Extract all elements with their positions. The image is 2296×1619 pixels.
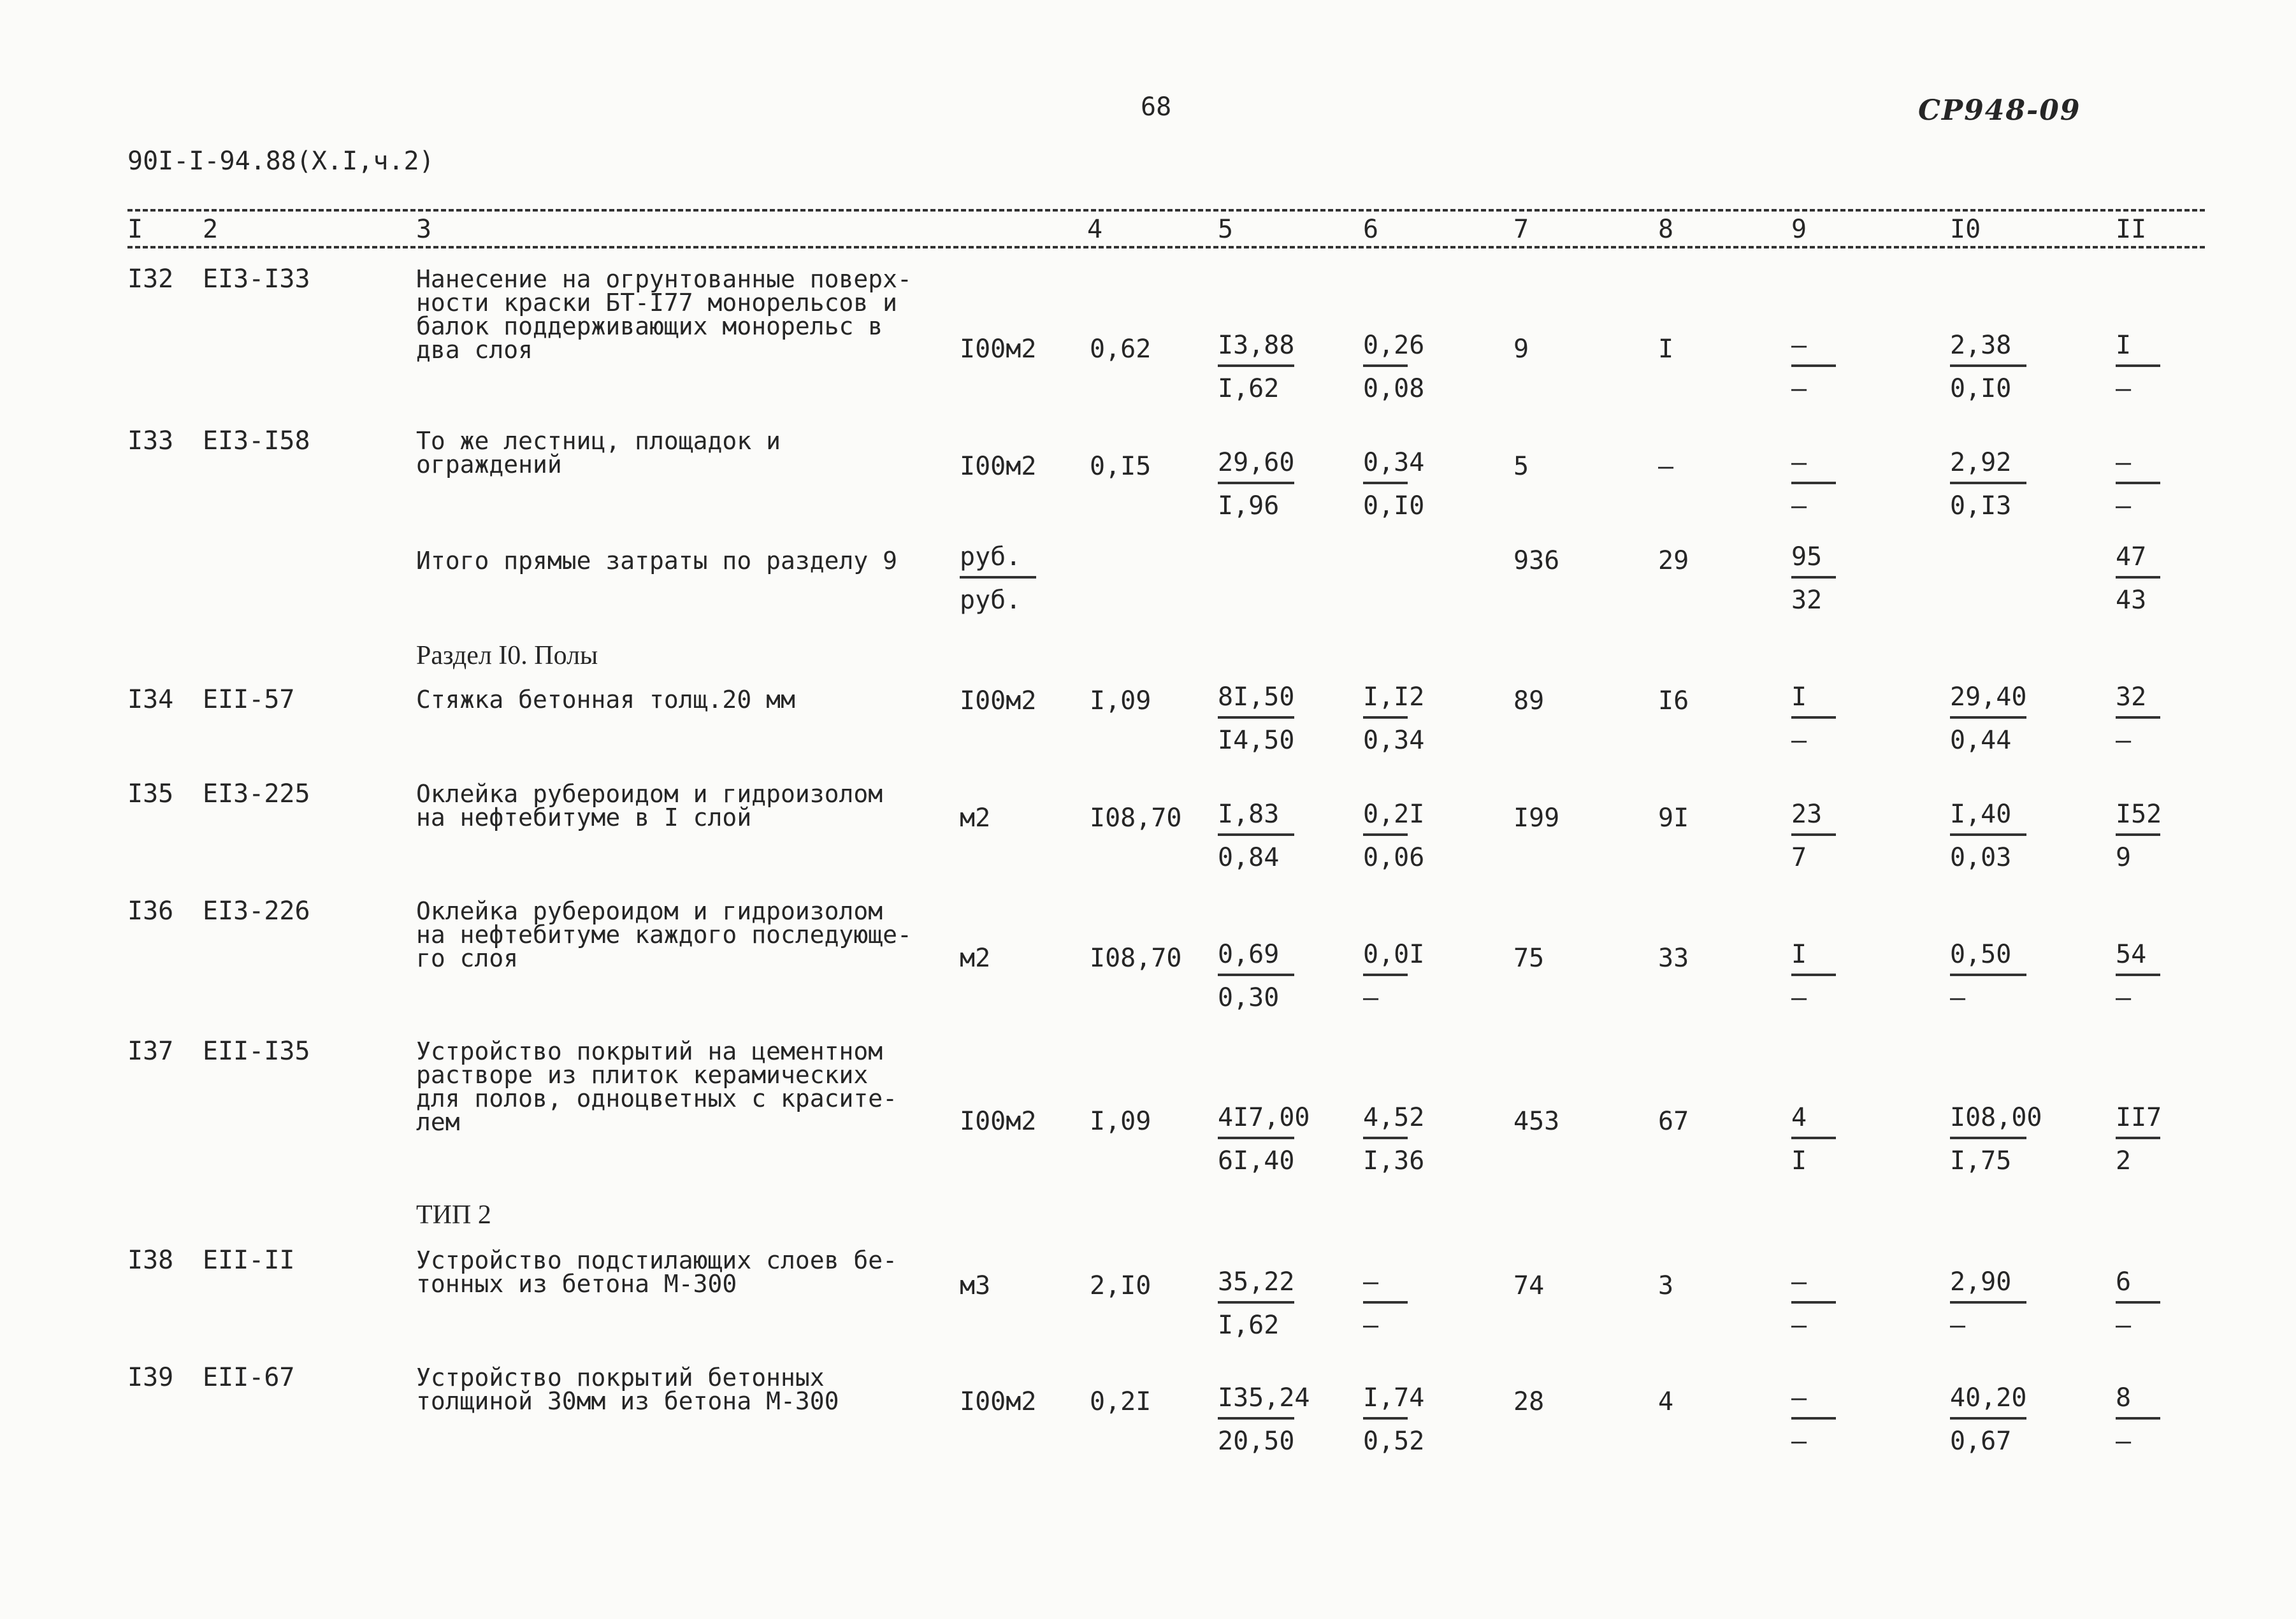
col7-value: 89: [1513, 686, 1545, 716]
denominator: –: [1791, 1311, 1807, 1340]
denominator: I,62: [1218, 374, 1280, 403]
denominator: –: [2116, 1311, 2132, 1340]
col11-fraction: [2116, 1102, 2243, 1176]
denominator: 0,I0: [1363, 491, 1425, 521]
denominator: –: [2116, 491, 2132, 521]
numerator: –: [1791, 1267, 1807, 1297]
denominator: –: [2116, 726, 2132, 755]
work-description: Стяжка бетонная толщ.20 мм: [416, 686, 795, 714]
fraction-bar: [1791, 1301, 1836, 1304]
denominator: I,75: [1950, 1146, 2012, 1176]
numerator: 6: [2116, 1267, 2132, 1297]
row-number: I32: [127, 264, 174, 294]
denominator: 0,44: [1950, 726, 2012, 755]
quantity: 0,62: [1090, 335, 1152, 364]
norm-code: EI3-226: [203, 896, 310, 926]
denominator: –: [1950, 983, 1966, 1012]
col8-value: 67: [1658, 1107, 1689, 1136]
section-heading: ТИП 2: [416, 1200, 491, 1230]
denominator: 0,30: [1218, 983, 1280, 1012]
numerator: 2,90: [1950, 1267, 2012, 1297]
quantity: I,09: [1090, 1107, 1152, 1136]
numerator: 23: [1791, 800, 1823, 829]
col8-value: 9I: [1658, 803, 1689, 833]
col8-value: 33: [1658, 944, 1689, 973]
col6-fraction: [1363, 939, 1491, 1013]
numerator: I,83: [1218, 800, 1280, 829]
fraction-bar: [1218, 1137, 1294, 1139]
denominator: –: [1791, 491, 1807, 521]
col8-value: I6: [1658, 686, 1689, 716]
col10-fraction: [1950, 447, 2077, 521]
quantity: 0,I5: [1090, 452, 1152, 481]
col5-fraction: [1218, 330, 1345, 404]
row-number: I34: [127, 685, 174, 714]
col-header-6: 6: [1363, 215, 1379, 244]
denominator: I,62: [1218, 1311, 1280, 1340]
col11-fraction: [2116, 939, 2243, 1013]
col5-fraction: [1218, 447, 1345, 521]
unit: I00м2: [960, 1107, 1037, 1136]
quantity: I,09: [1090, 686, 1152, 716]
numerator: 4,52: [1363, 1103, 1425, 1132]
denominator: –: [2116, 374, 2132, 403]
row-number: I37: [127, 1037, 174, 1066]
numerator: I52: [2116, 800, 2162, 829]
numerator: –: [1791, 1383, 1807, 1413]
denominator: I,96: [1218, 491, 1280, 521]
col9-fraction: [1791, 799, 1919, 873]
numerator: –: [1363, 1267, 1379, 1297]
quantity: 0,2I: [1090, 1387, 1152, 1416]
norm-code: EII-II: [203, 1246, 295, 1275]
fraction-bar: [1218, 1301, 1294, 1304]
col11-fraction: [2116, 682, 2243, 756]
col6-fraction: [1363, 1102, 1491, 1176]
norm-code: EII-67: [203, 1363, 295, 1392]
work-description: Нанесение на огрунтованные поверх- ности краски БТ-I77 монорельсов и балок поддерживающих монорельс в два слоя: [416, 265, 912, 364]
numerator: 0,34: [1363, 448, 1425, 477]
fraction-bar: [2116, 833, 2160, 836]
fraction-bar: [1218, 833, 1294, 836]
numerator: –: [2116, 448, 2132, 477]
col5-fraction: [1218, 939, 1345, 1013]
numerator: 40,20: [1950, 1383, 2027, 1413]
norm-code: EII-I35: [203, 1037, 310, 1066]
numerator: I,74: [1363, 1383, 1425, 1413]
work-description: Устройство покрытий на цементном растворе из плиток керамических для полов, одноцветных с красите- лем: [416, 1037, 897, 1136]
col11-fraction: [2116, 330, 2243, 404]
fraction-bar: [2116, 576, 2160, 579]
numerator: 47: [2116, 542, 2147, 572]
fraction-bar: [2116, 716, 2160, 719]
fraction-bar: [2116, 974, 2160, 976]
col10-fraction: [1950, 939, 2077, 1013]
unit: I00м2: [960, 1387, 1037, 1416]
numerator: 32: [2116, 682, 2147, 712]
row-number: I33: [127, 426, 174, 456]
fraction-bar: [1791, 364, 1836, 367]
fraction-bar: [1363, 716, 1408, 719]
col7-value: 9: [1513, 335, 1529, 364]
denominator: –: [1363, 1311, 1379, 1340]
denominator: 0,34: [1363, 726, 1425, 755]
fraction-bar: [1791, 1417, 1836, 1420]
col5-fraction: [1218, 1102, 1345, 1176]
denominator: –: [2116, 1427, 2132, 1456]
page-number: 68: [1141, 92, 1172, 122]
col10-fraction: [1950, 682, 2077, 756]
col-header-9: 9: [1791, 215, 1807, 244]
fraction-bar: [2116, 482, 2160, 484]
fraction-bar: [1791, 974, 1836, 976]
document-code: 90I-I-94.88(Х.I,ч.2): [127, 147, 435, 176]
col10-fraction: [1950, 1383, 2077, 1457]
denominator: 20,50: [1218, 1427, 1295, 1456]
col7-value: 453: [1513, 1107, 1560, 1136]
col7-value: 936: [1513, 546, 1560, 575]
col9-fraction: [1791, 1383, 1919, 1457]
numerator: 29,60: [1218, 448, 1295, 477]
col-header-11: II: [2116, 215, 2147, 244]
col8-value: –: [1658, 452, 1674, 481]
denominator: 32: [1791, 586, 1823, 615]
col8-value: 29: [1658, 546, 1689, 575]
col10-fraction: [1950, 1267, 2077, 1341]
fraction-bar: [1363, 482, 1408, 484]
numerator: I,I2: [1363, 682, 1425, 712]
col10-fraction: [1950, 799, 2077, 873]
work-description: Оклейка рубероидом и гидроизолом на нефтебитуме в I слой: [416, 780, 883, 831]
row-number: I38: [127, 1246, 174, 1275]
col11-fraction: [2116, 1383, 2243, 1457]
numerator: 0,0I: [1363, 940, 1425, 969]
numerator: 95: [1791, 542, 1823, 572]
section-heading: Раздел I0. Полы: [416, 641, 598, 670]
row-number: I35: [127, 779, 174, 809]
col9-fraction: [1791, 542, 1919, 615]
total-description: Итого прямые затраты по разделу 9: [416, 547, 897, 575]
col-header-5: 5: [1218, 215, 1234, 244]
col9-fraction: [1791, 330, 1919, 404]
fraction-bar: [1950, 974, 2026, 976]
denominator: 0,03: [1950, 843, 2012, 872]
norm-code: EI3-225: [203, 779, 310, 809]
work-description: Устройство покрытий бетонных толщиной 30мм из бетона М-300: [416, 1364, 839, 1415]
numerator: 8I,50: [1218, 682, 1295, 712]
col5-fraction: [1218, 799, 1345, 873]
quantity: I08,70: [1090, 944, 1182, 973]
col-header-1: I: [127, 215, 143, 244]
denominator: –: [2116, 983, 2132, 1012]
unit-fraction: [960, 542, 1087, 615]
denominator: 0,08: [1363, 374, 1425, 403]
numerator: I08,00: [1950, 1103, 2042, 1132]
header-rule-top: [127, 209, 2205, 212]
numerator: I,40: [1950, 800, 2012, 829]
numerator: 29,40: [1950, 682, 2027, 712]
col-header-2: 2: [203, 215, 219, 244]
col9-fraction: [1791, 1267, 1919, 1341]
fraction-bar: [1218, 716, 1294, 719]
fraction-bar: [2116, 364, 2160, 367]
fraction-bar: [2116, 1301, 2160, 1304]
denominator: 43: [2116, 586, 2147, 615]
numerator: –: [1791, 331, 1807, 360]
col-header-8: 8: [1658, 215, 1674, 244]
col7-value: 5: [1513, 452, 1529, 481]
unit: I00м2: [960, 452, 1037, 481]
numerator: I: [2116, 331, 2132, 360]
numerator: I35,24: [1218, 1383, 1310, 1413]
unit: м2: [960, 803, 991, 833]
fraction-bar: [1950, 1137, 2026, 1139]
fraction-bar: [1791, 833, 1836, 836]
col-header-3: 3: [416, 215, 432, 244]
col10-fraction: [1950, 330, 2077, 404]
numerator: 0,69: [1218, 940, 1280, 969]
col11-fraction: [2116, 542, 2243, 615]
col10-fraction: [1950, 1102, 2077, 1176]
denominator: 0,I0: [1950, 374, 2012, 403]
norm-code: EII-57: [203, 685, 295, 714]
col9-fraction: [1791, 939, 1919, 1013]
col9-fraction: [1791, 1102, 1919, 1176]
fraction-bar: [1791, 576, 1836, 579]
fraction-bar: [1363, 364, 1408, 367]
col6-fraction: [1363, 1267, 1491, 1341]
archive-stamp: СР948-09: [1918, 94, 2081, 127]
fraction-bar: [1363, 1137, 1408, 1139]
norm-code: EI3-I33: [203, 264, 310, 294]
fraction-bar: [1363, 974, 1408, 976]
fraction-bar: [1363, 1301, 1408, 1304]
col-header-7: 7: [1513, 215, 1529, 244]
denominator: I4,50: [1218, 726, 1295, 755]
fraction-bar: [1950, 716, 2026, 719]
fraction-bar: [2116, 1417, 2160, 1420]
quantity: 2,I0: [1090, 1271, 1152, 1300]
numerator: 4I7,00: [1218, 1103, 1310, 1132]
numerator: –: [1791, 448, 1807, 477]
col11-fraction: [2116, 799, 2243, 873]
col8-value: I: [1658, 335, 1674, 364]
fraction-bar: [1791, 716, 1836, 719]
col5-fraction: [1218, 1267, 1345, 1341]
col7-value: I99: [1513, 803, 1560, 833]
denominator: 6I,40: [1218, 1146, 1295, 1176]
fraction-bar: [1218, 974, 1294, 976]
col6-fraction: [1363, 330, 1491, 404]
unit: I00м2: [960, 335, 1037, 364]
fraction-bar: [1791, 1137, 1836, 1139]
unit: I00м2: [960, 686, 1037, 716]
fraction-bar: [1218, 364, 1294, 367]
numerator: 0,26: [1363, 331, 1425, 360]
denominator: I: [1791, 1146, 1807, 1176]
numerator: II7: [2116, 1103, 2162, 1132]
denominator: –: [1791, 726, 1807, 755]
numerator: 2,38: [1950, 331, 2012, 360]
col6-fraction: [1363, 1383, 1491, 1457]
denominator: –: [1791, 983, 1807, 1012]
numerator: 4: [1791, 1103, 1807, 1132]
header-rule-bottom: [127, 246, 2205, 248]
col5-fraction: [1218, 1383, 1345, 1457]
work-description: Оклейка рубероидом и гидроизолом на нефтебитуме каждого последующе- го слоя: [416, 897, 912, 972]
row-number: I39: [127, 1363, 174, 1392]
fraction-bar: [1950, 833, 2026, 836]
denominator: 0,I3: [1950, 491, 2012, 521]
numerator: I: [1791, 682, 1807, 712]
quantity: I08,70: [1090, 803, 1182, 833]
col8-value: 3: [1658, 1271, 1674, 1300]
col11-fraction: [2116, 1267, 2243, 1341]
denominator: 0,84: [1218, 843, 1280, 872]
denominator: –: [1363, 983, 1379, 1012]
denominator: –: [1791, 374, 1807, 403]
denominator: руб.: [960, 586, 1022, 615]
col8-value: 4: [1658, 1387, 1674, 1416]
denominator: –: [1791, 1427, 1807, 1456]
fraction-bar: [1950, 1301, 2026, 1304]
fraction-bar: [1218, 1417, 1294, 1420]
numerator: I: [1791, 940, 1807, 969]
unit: м2: [960, 944, 991, 973]
fraction-bar: [1950, 1417, 2026, 1420]
col6-fraction: [1363, 682, 1491, 756]
col9-fraction: [1791, 682, 1919, 756]
col11-fraction: [2116, 447, 2243, 521]
denominator: 2: [2116, 1146, 2132, 1176]
norm-code: EI3-I58: [203, 426, 310, 456]
col7-value: 74: [1513, 1271, 1545, 1300]
col-header-4: 4: [1087, 215, 1103, 244]
col6-fraction: [1363, 447, 1491, 521]
fraction-bar: [960, 576, 1036, 579]
numerator: 2,92: [1950, 448, 2012, 477]
fraction-bar: [1950, 364, 2026, 367]
col9-fraction: [1791, 447, 1919, 521]
fraction-bar: [1791, 482, 1836, 484]
fraction-bar: [1363, 833, 1408, 836]
col5-fraction: [1218, 682, 1345, 756]
denominator: 0,06: [1363, 843, 1425, 872]
col6-fraction: [1363, 799, 1491, 873]
numerator: руб.: [960, 542, 1022, 572]
denominator: 0,52: [1363, 1427, 1425, 1456]
denominator: 7: [1791, 843, 1807, 872]
numerator: 0,2I: [1363, 800, 1425, 829]
numerator: I3,88: [1218, 331, 1295, 360]
denominator: 0,67: [1950, 1427, 2012, 1456]
denominator: –: [1950, 1311, 1966, 1340]
fraction-bar: [1363, 1417, 1408, 1420]
numerator: 54: [2116, 940, 2147, 969]
fraction-bar: [2116, 1137, 2160, 1139]
unit: м3: [960, 1271, 991, 1300]
col-header-10: I0: [1950, 215, 1981, 244]
denominator: I,36: [1363, 1146, 1425, 1176]
numerator: 0,50: [1950, 940, 2012, 969]
fraction-bar: [1218, 482, 1294, 484]
row-number: I36: [127, 896, 174, 926]
denominator: 9: [2116, 843, 2132, 872]
numerator: 8: [2116, 1383, 2132, 1413]
work-description: Устройство подстилающих слоев бе- тонных из бетона М-300: [416, 1246, 897, 1298]
numerator: 35,22: [1218, 1267, 1295, 1297]
col7-value: 28: [1513, 1387, 1545, 1416]
fraction-bar: [1950, 482, 2026, 484]
work-description: То же лестниц, площадок и ограждений: [416, 427, 781, 479]
col7-value: 75: [1513, 944, 1545, 973]
